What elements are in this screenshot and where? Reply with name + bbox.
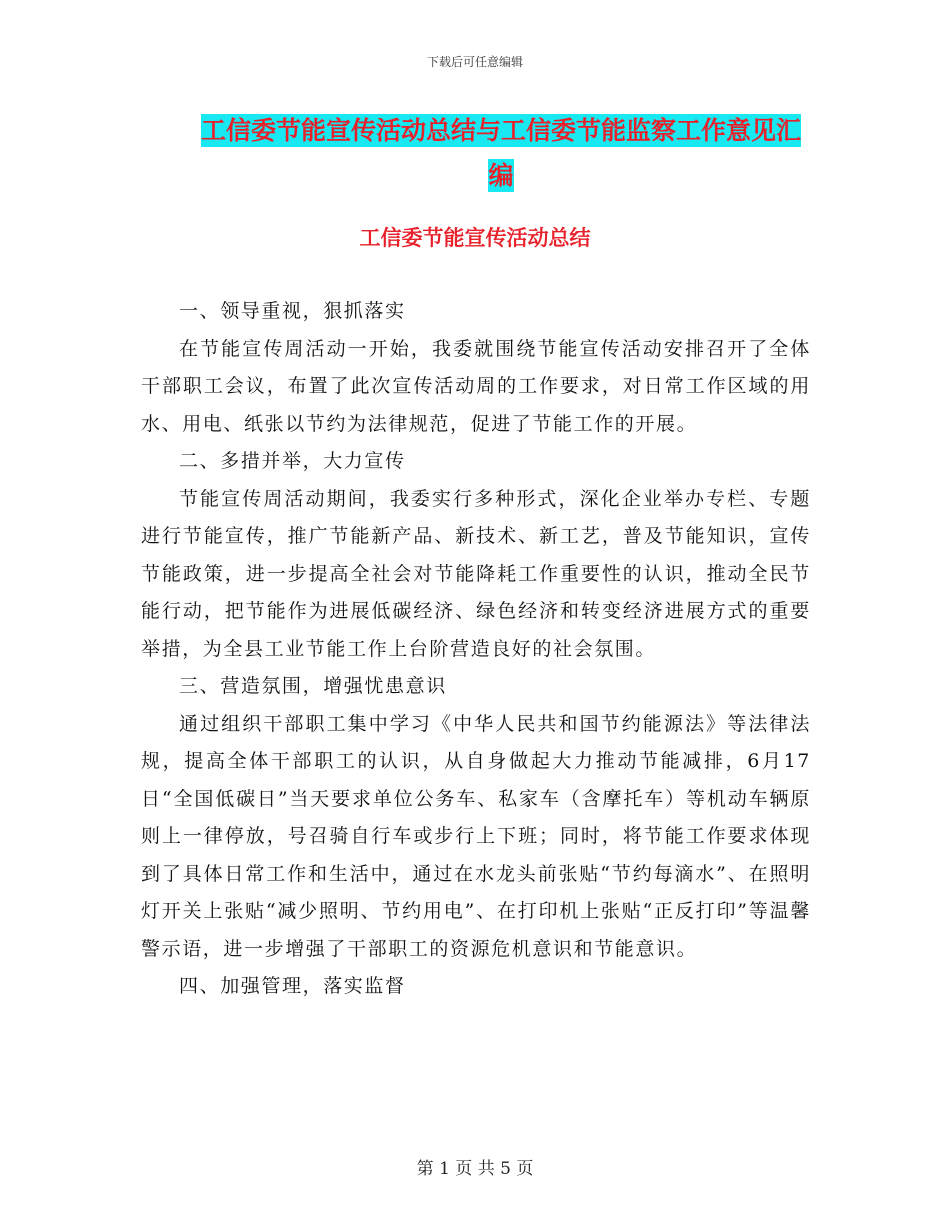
heading-3: 三、营造氛围，增强忧患意识 <box>179 675 447 697</box>
heading-4: 四、加强管理，落实监督 <box>179 975 406 997</box>
document-title <box>196 108 806 198</box>
document-body <box>141 293 811 1006</box>
document-title-text: 工信委节能宣传活动总结与工信委节能监察工作意见汇编 <box>200 116 801 190</box>
paragraph-3: 通过组织干部职工集中学习《中华人民共和国节约能源法》等法律法规，提高全体干部职工的认识，从自身做起大力推动节能减排，6月17日“全国低碳日”当天要求单位公务车、私家车（含摩托车）等机动车辆原则上一律停放，号召骑自行车或步行上下班；同时，将节能工作要求体现到了具体日常工作和生活中，通过在水龙头前张贴“节约每滴水”、在照明灯开关上张贴“减少照明、节约用电”、在打印机上张贴“正反打印”等温馨警示语，进一步增强了干部职工的资源危机意识和节能意识。 <box>141 712 811 960</box>
heading-1: 一、领导重视，狠抓落实 <box>179 300 406 322</box>
heading-2: 二、多措并举，大力宣传 <box>179 450 406 472</box>
paragraph-1: 在节能宣传周活动一开始，我委就围绕节能宣传活动安排召开了全体干部职工会议，布置了此次宣传活动周的工作要求，对日常工作区域的用水、用电、纸张以节约为法律规范，促进了节能工作的开展。 <box>141 337 811 435</box>
section-title: 工信委节能宣传活动总结 <box>359 225 591 250</box>
page-footer: 第 1 页 共 5 页 <box>416 1159 534 1179</box>
header-note: 下载后可任意编辑 <box>426 55 523 69</box>
paragraph-2: 节能宣传周活动期间，我委实行多种形式，深化企业举办专栏、专题进行节能宣传，推广节能新产品、新技术、新工艺，普及节能知识，宣传节能政策，进一步提高全社会对节能降耗工作重要性的认识，推动全民节能行动，把节能作为进展低碳经济、绿色经济和转变经济进展方式的重要举措，为全县工业节能工作上台阶营造良好的社会氛围。 <box>141 487 811 660</box>
